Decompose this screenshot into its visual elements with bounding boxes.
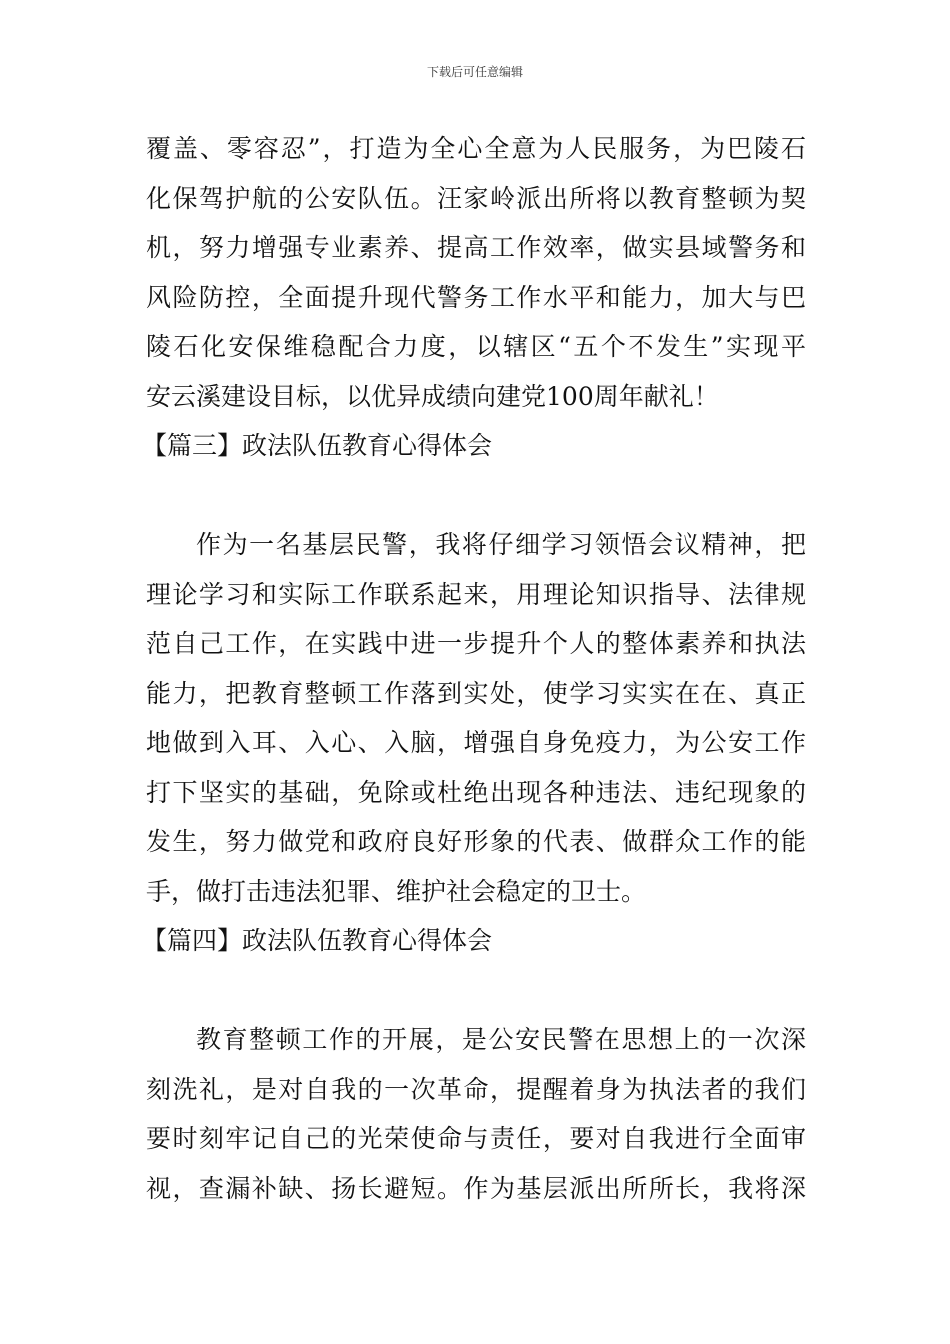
paragraph-line: 要时刻牢记自己的光荣使命与责任，要对自我进行全面审 <box>146 1124 806 1153</box>
paragraph-line: 作为一名基层民警，我将仔细学习领悟会议精神，把 <box>196 530 806 559</box>
paragraph-line: 风险防控，全面提升现代警务工作水平和能力，加大与巴 <box>146 282 806 312</box>
section-4 <box>142 916 806 1213</box>
document-body <box>142 124 806 1213</box>
section-2-tail <box>146 124 806 421</box>
section-heading: 【篇三】政法队伍教育心得体会 <box>142 431 493 460</box>
paragraph-line: 刻洗礼，是对自我的一次革命，提醒着身为执法者的我们 <box>146 1074 806 1104</box>
paragraph-line: 范自己工作，在实践中进一步提升个人的整体素养和执法 <box>146 629 806 658</box>
paragraph-line: 安云溪建设目标，以优异成绩向建党100周年献礼！ <box>146 381 719 411</box>
paragraph-line: 理论学习和实际工作联系起来，用理论知识指导、法律规 <box>146 579 806 609</box>
paragraph-line: 化保驾护航的公安队伍。汪家岭派出所将以教育整顿为契 <box>146 183 806 213</box>
paragraph-line: 陵石化安保维稳配合力度，以辖区“五个不发生”实现平 <box>146 332 806 361</box>
page-header: 下载后可任意编辑 <box>426 65 523 79</box>
paragraph-line: 发生，努力做党和政府良好形象的代表、做群众工作的能 <box>146 827 806 856</box>
section-heading: 【篇四】政法队伍教育心得体会 <box>142 926 493 955</box>
paragraph-line: 手，做打击违法犯罪、维护社会稳定的卫士。 <box>146 876 647 906</box>
blank-line <box>146 471 806 521</box>
paragraph-line: 地做到入耳、入心、入脑，增强自身免疫力，为公安工作 <box>146 728 806 757</box>
paragraph-line: 教育整顿工作的开展，是公安民警在思想上的一次深 <box>196 1025 806 1054</box>
blank-line <box>146 966 806 1016</box>
section-3 <box>142 421 806 916</box>
paragraph-line: 打下坚实的基础，免除或杜绝出现各种违法、违纪现象的 <box>146 777 806 807</box>
paragraph-line: 能力，把教育整顿工作落到实处，使学习实实在在、真正 <box>146 678 806 708</box>
paragraph-line: 机，努力增强专业素养、提高工作效率，做实县域警务和 <box>146 233 806 262</box>
paragraph-line: 覆盖、零容忍”，打造为全心全意为人民服务，为巴陵石 <box>146 134 806 163</box>
paragraph-line: 视，查漏补缺、扬长避短。作为基层派出所所长，我将深 <box>146 1173 806 1203</box>
